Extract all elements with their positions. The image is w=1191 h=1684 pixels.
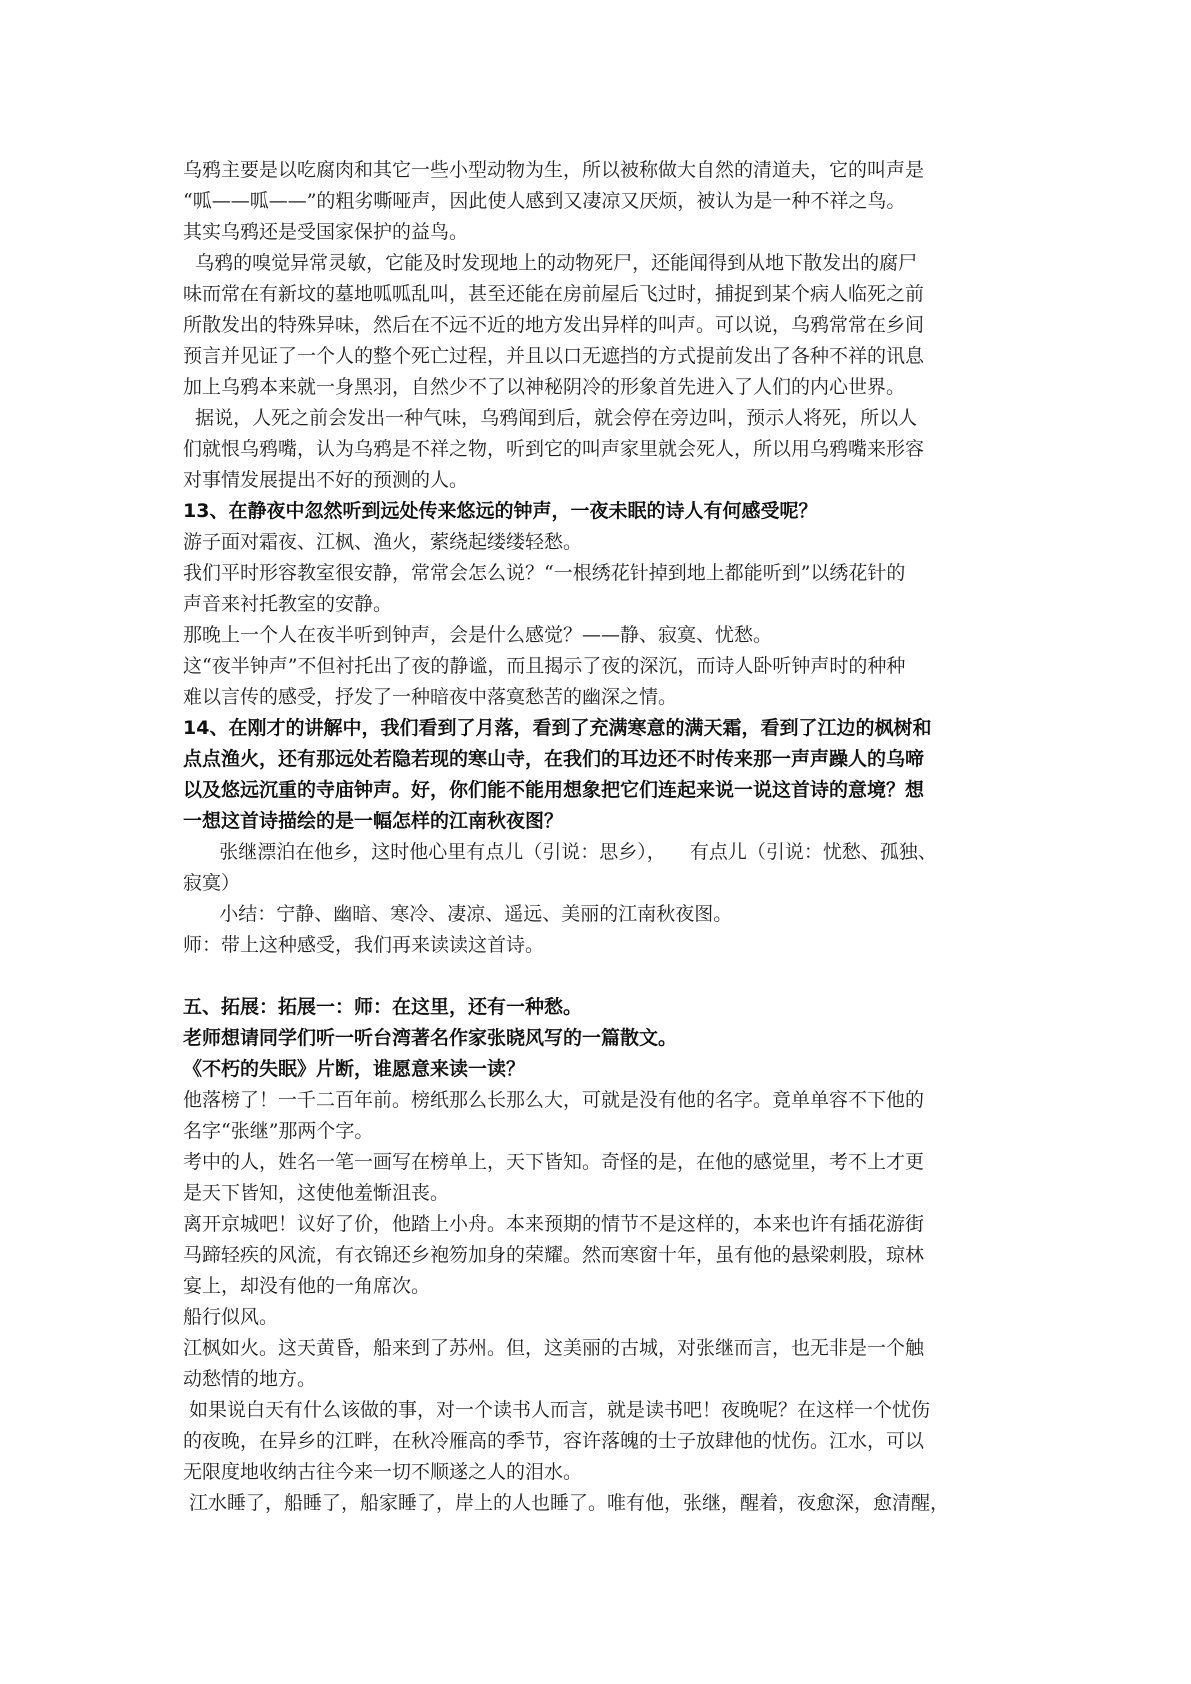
text-line: 离开京城吧！议好了价，他踏上小舟。本来预期的情节不是这样的，本来也许有插花游街 bbox=[183, 1213, 925, 1235]
text-line: 的夜晚，在异乡的江畔，在秋冷雁高的季节，容许落魄的士子放肆他的忧伤。江水，可以 bbox=[183, 1430, 925, 1452]
text-line: 对事情发展提出不好的预测的人。 bbox=[183, 469, 469, 491]
heading-line: 13、在静夜中忽然听到远处传来悠远的钟声，一夜未眠的诗人有何感受呢？ bbox=[183, 500, 818, 522]
text-line: 师：带上这种感受，我们再来读读这首诗。 bbox=[183, 934, 545, 956]
blank-line bbox=[183, 961, 1023, 992]
text-line: 宴上，却没有他的一角席次。 bbox=[183, 1275, 431, 1297]
text-line: 寂寞） bbox=[183, 872, 241, 894]
text-line: 乌鸦主要是以吃腐肉和其它一些小型动物为生，所以被称做大自然的清道夫，它的叫声是 bbox=[183, 159, 925, 181]
text-line: 其实乌鸦还是受国家保护的益鸟。 bbox=[183, 221, 469, 243]
text-line: 难以言传的感受，抒发了一种暗夜中落寞愁苦的幽深之情。 bbox=[183, 686, 678, 708]
text-line: 加上乌鸦本来就一身黑羽，自然少不了以神秘阴冷的形象首先进入了人们的内心世界。 bbox=[183, 376, 906, 398]
heading-line: 以及悠远沉重的寺庙钟声。好，你们能不能用想象把它们连起来说一说这首诗的意境？想 bbox=[183, 779, 925, 801]
text-line: 据说，人死之前会发出一种气味，乌鸦闻到后，就会停在旁边叫，预示人将死，所以人 bbox=[183, 407, 918, 429]
text-line: 如果说白天有什么该做的事，对一个读书人而言，就是读书吧！夜晚呢？在这样一个忧伤 bbox=[183, 1399, 931, 1421]
heading-line: 五、拓展：拓展一：师：在这里，还有一种愁。 bbox=[183, 996, 583, 1018]
text-line: 我们平时形容教室很安静，常常会怎么说？“一根绣花针掉到地上都能听到”以绣花针的 bbox=[183, 562, 906, 584]
text-line: 那晚上一个人在夜半听到钟声，会是什么感觉？——静、寂寞、忧愁。 bbox=[183, 624, 773, 646]
text-line: 们就恨乌鸦嘴，认为乌鸦是不祥之物，听到它的叫声家里就会死人，所以用乌鸦嘴来形容 bbox=[183, 438, 925, 460]
text-line: 张继漂泊在他乡，这时他心里有点儿（引说：思乡）， 有点儿（引说：忧愁、孤独、 bbox=[183, 841, 937, 863]
text-line: 江枫如火。这天黄昏，船来到了苏州。但，这美丽的古城，对张继而言，也无非是一个触 bbox=[183, 1337, 925, 1359]
text-line: 所散发出的特殊异味，然后在不远不近的地方发出异样的叫声。可以说，乌鸦常常在乡间 bbox=[183, 314, 925, 336]
text-line: “呱——呱——”的粗劣嘶哑声，因此使人感到又凄凉又厌烦，被认为是一种不祥之鸟。 bbox=[183, 190, 906, 212]
text-line: 考中的人，姓名一笔一画写在榜单上，天下皆知。奇怪的是，在他的感觉里，考不上才更 bbox=[183, 1151, 925, 1173]
text-line: 味而常在有新坟的墓地呱呱乱叫，甚至还能在房前屋后飞过时，捕捉到某个病人临死之前 bbox=[183, 283, 925, 305]
text-line: 游子面对霜夜、江枫、渔火，萦绕起缕缕轻愁。 bbox=[183, 531, 583, 553]
document-page bbox=[183, 155, 1023, 1519]
text-line: 马蹄轻疾的风流，有衣锦还乡袍笏加身的荣耀。然而寒窗十年，虽有他的悬梁刺股，琼林 bbox=[183, 1244, 925, 1266]
heading-line: 《不朽的失眠》片断，谁愿意来读一读？ bbox=[183, 1058, 526, 1080]
text-line: 江水睡了，船睡了，船家睡了，岸上的人也睡了。唯有他，张继，醒着，夜愈深，愈清醒， bbox=[183, 1492, 950, 1514]
heading-line: 点点渔火，还有那远处若隐若现的寒山寺，在我们的耳边还不时传来那一声声躁人的乌啼 bbox=[183, 748, 925, 770]
text-line: 船行似风。 bbox=[183, 1306, 279, 1328]
text-line: 无限度地收纳古往今来一切不顺遂之人的泪水。 bbox=[183, 1461, 583, 1483]
heading-line: 一想这首诗描绘的是一幅怎样的江南秋夜图？ bbox=[183, 810, 564, 832]
text-line: 他落榜了！一千二百年前。榜纸那么长那么大，可就是没有他的名字。竟单单容不下他的 bbox=[183, 1089, 925, 1111]
heading-line: 14、在刚才的讲解中，我们看到了月落，看到了充满寒意的满天霜，看到了江边的枫树和 bbox=[183, 717, 932, 739]
text-line: 乌鸦的嗅觉异常灵敏，它能及时发现地上的动物死尸，还能闻得到从地下散发出的腐尸 bbox=[183, 252, 918, 274]
heading-line: 老师想请同学们听一听台湾著名作家张晓风写的一篇散文。 bbox=[183, 1027, 678, 1049]
text-line: 声音来衬托教室的安静。 bbox=[183, 593, 393, 615]
text-line: 动愁情的地方。 bbox=[183, 1368, 317, 1390]
text-line: 名字“张继”那两个字。 bbox=[183, 1120, 374, 1142]
text-line: 这“夜半钟声”不但衬托出了夜的静谧，而且揭示了夜的深沉，而诗人卧听钟声时的种种 bbox=[183, 655, 906, 677]
text-line: 小结：宁静、幽暗、寒冷、凄凉、遥远、美丽的江南秋夜图。 bbox=[183, 903, 733, 925]
text-line: 是天下皆知，这使他羞惭沮丧。 bbox=[183, 1182, 450, 1204]
text-line: 预言并见证了一个人的整个死亡过程，并且以口无遮挡的方式提前发出了各种不祥的讯息 bbox=[183, 345, 925, 367]
